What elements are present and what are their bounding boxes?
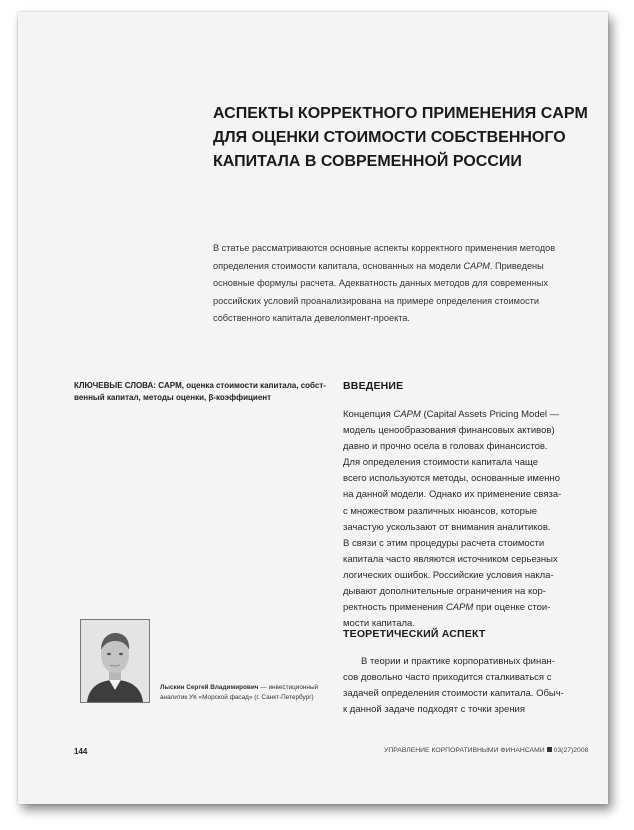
intro-line: дывают дополнительные ограничения на кор- [343,586,546,598]
article-title [213,102,593,174]
intro-line: модель ценообразования финансовых активов) [343,425,555,437]
intro-line: на данной модели. Однако их применение связа- [343,489,562,501]
intro-line: В связи с этим процедуры расчета стоимости [343,537,545,549]
intro-line: Для определения стоимости капитала чаще [343,457,538,469]
abstract-line: определения стоимости капитала, основанных на модели CAPM. Приведены [213,260,544,271]
journal-name: УПРАВЛЕНИЕ КОРПОРАТИВНЫМИ ФИНАНСАМИ [384,747,545,754]
author-name: Лыскин Сергей Владимирович [160,684,259,691]
intro-line: ректность применения CAPM при оценке стои- [343,602,551,614]
author-portrait-icon [81,620,149,702]
intro-line: давно и прочно осела в головах финансистов. [343,441,548,453]
intro-line: логических ошибок. Российские условия накла- [343,569,554,581]
intro-line: Концепция CAPM (Capital Assets Pricing Model — [343,409,560,420]
keywords-line: КЛЮЧЕВЫЕ СЛОВА: CAPM, оценка стоимости капитала, собст- [74,381,326,390]
journal-page [18,12,608,804]
intro-line: с множеством различных нюансов, которые [343,505,538,517]
intro-line: капитала часто являются источником серьезных [343,553,558,565]
intro-line: зачастую ускользают от внимания аналитиков. [343,521,551,533]
article-abstract [213,240,598,328]
keywords-block [74,380,326,404]
theory-line: сов довольно часто приходится сталкиваться с [343,672,552,684]
journal-footer [384,747,588,754]
abstract-line: собственного капитала девелопмент-проекта. [213,313,410,323]
theory-line: В теории и практике корпоративных финан- [361,656,555,667]
keywords-line: венный капитал, методы оценки, β-коэффициент [74,393,272,402]
author-role: — инвестиционный [258,684,319,691]
intro-heading: ВВЕДЕНИЕ [343,380,404,392]
abstract-line: основные формулы расчета. Адекватность данных методов для современных [213,278,549,288]
journal-issue: 03(27)2008 [553,747,589,754]
square-bullet-icon [547,747,552,752]
author-photo [80,619,150,703]
title-line: ДЛЯ ОЦЕНКИ СТОИМОСТИ СОБСТВЕННОГО [213,129,566,146]
theory-line: к данной задаче подходят с точки зрения [343,704,526,716]
intro-paragraph [343,407,598,632]
title-line: КАПИТАЛА В СОВРЕМЕННОЙ РОССИИ [213,153,522,170]
theory-line: задачей определения стоимости капитала. Обыч- [343,688,564,700]
abstract-line: В статье рассматриваются основные аспекты корректного применения методов [213,243,556,253]
page-number: 144 [74,747,88,756]
theory-heading: ТЕОРЕТИЧЕСКИЙ АСПЕКТ [343,628,486,640]
intro-line: мости капитала. [343,618,415,630]
author-caption [160,683,330,703]
abstract-line: российских условий проанализирована на примере определения стоимости [213,295,540,306]
author-affiliation: аналитик УК «Морской фасад» (г. Санкт-Петербург) [160,694,314,701]
theory-paragraph [343,654,598,718]
title-line: АСПЕКТЫ КОРРЕКТНОГО ПРИМЕНЕНИЯ CAPM [213,105,588,122]
intro-line: всего используются методы, основанные именно [343,473,561,485]
